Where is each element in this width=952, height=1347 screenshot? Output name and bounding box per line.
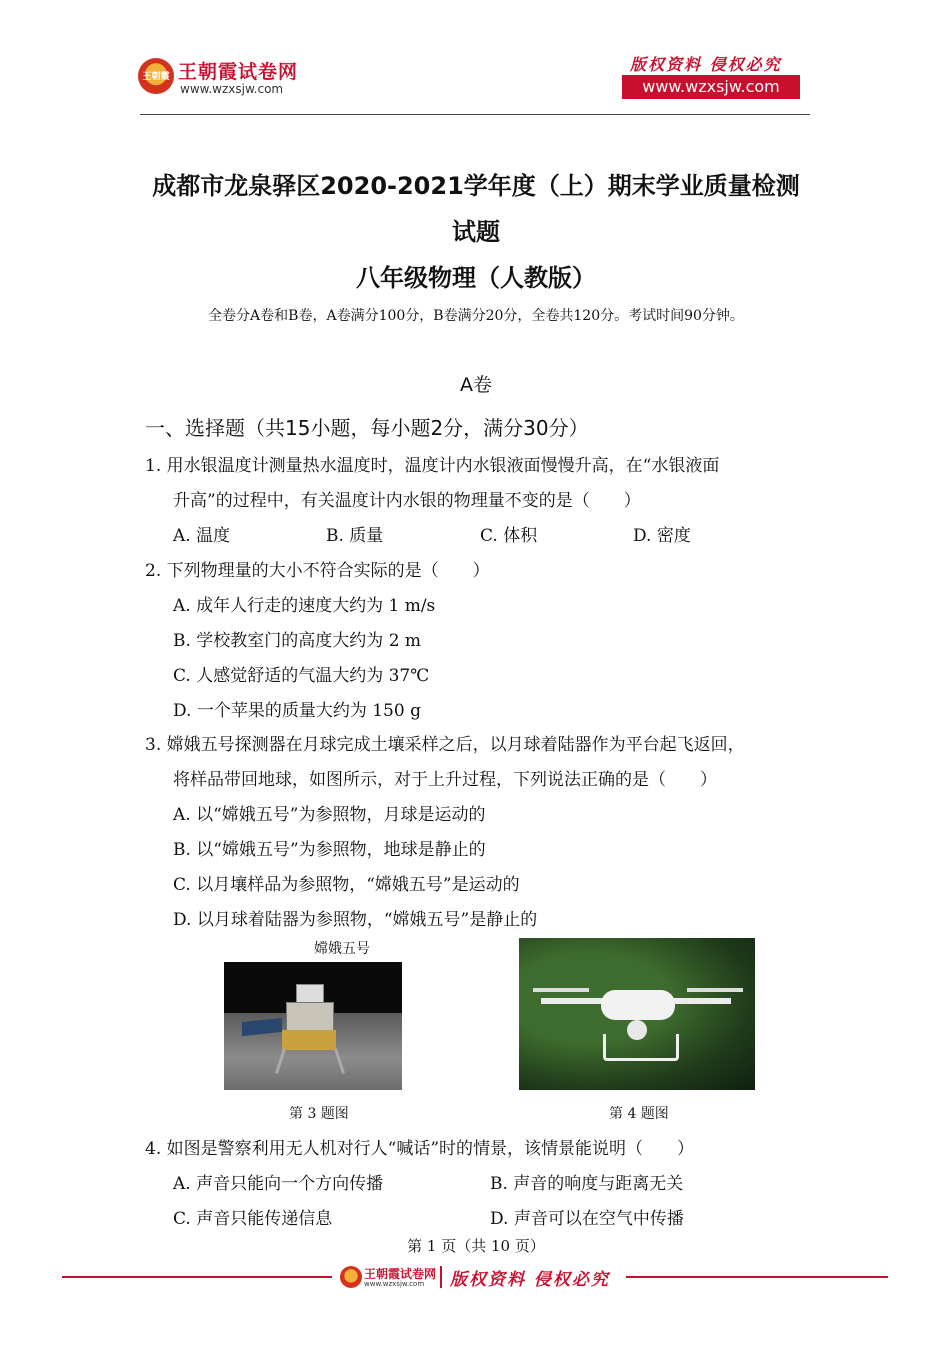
chang-e-5-lander-image: [224, 962, 402, 1090]
question-3-line-1: 3. 嫦娥五号探测器在月球完成土壤采样之后，以月球着陆器作为平台起飞返回，: [145, 735, 745, 755]
exam-title-cont: 试题: [452, 218, 500, 246]
question-2-option-d: D. 一个苹果的质量大约为 150 g: [173, 701, 421, 721]
question-1-option-d: D. 密度: [633, 526, 691, 546]
question-3-option-d: D. 以月球着陆器为参照物，“嫦娥五号”是静止的: [173, 910, 538, 930]
question-4-option-b: B. 声音的响度与距离无关: [490, 1174, 684, 1194]
lander-leg: [275, 1048, 286, 1074]
question-2-option-b: B. 学校教室门的高度大约为 2 m: [173, 631, 422, 651]
footer-logo-name: 王朝霞试卷网: [364, 1267, 437, 1281]
logo-seal-text: 王朝霞: [142, 72, 170, 82]
logo-seal-icon: [138, 58, 174, 94]
footer-line-left: [62, 1276, 332, 1278]
question-1-option-b: B. 质量: [326, 526, 384, 546]
question-3-option-b: B. 以“嫦娥五号”为参照物，地球是静止的: [173, 840, 486, 860]
propeller: [687, 988, 743, 992]
header-divider: [140, 114, 810, 115]
drone-body: [601, 990, 675, 1020]
solar-panel: [242, 1018, 282, 1036]
question-2-option-a: A. 成年人行走的速度大约为 1 m/s: [173, 596, 436, 616]
question-1-option-c: C. 体积: [480, 526, 538, 546]
lander-foil: [282, 1030, 336, 1050]
exam-subtitle: 八年级物理（人教版）: [356, 264, 596, 292]
question-1-line-2: 升高”的过程中，有关温度计内水银的物理量不变的是（ ）: [173, 491, 641, 511]
question-4-option-d: D. 声音可以在空气中传播: [490, 1209, 684, 1229]
footer-logo-seal-icon: [340, 1266, 362, 1288]
footer-rights-notice: 版权资料 侵权必究: [450, 1270, 610, 1290]
logo-url: www.wzxsjw.com: [180, 82, 284, 96]
rights-notice: 版权资料 侵权必究: [630, 55, 782, 74]
figure-3-label: 嫦娥五号: [314, 941, 370, 957]
footer-separator: [440, 1266, 442, 1288]
question-3-option-a: A. 以“嫦娥五号”为参照物，月球是运动的: [173, 805, 486, 825]
question-4-option-c: C. 声音只能传递信息: [173, 1209, 333, 1229]
question-4-line-1: 4. 如图是警察利用无人机对行人“喊话”时的情景，该情景能说明（ ）: [145, 1139, 695, 1159]
question-1-line-1: 1. 用水银温度计测量热水温度时，温度计内水银液面慢慢升高，在“水银液面: [145, 456, 720, 476]
question-3-option-c: C. 以月壤样品为参照物，“嫦娥五号”是运动的: [173, 875, 520, 895]
landing-gear: [603, 1034, 679, 1061]
page-number: 第 1 页（共 10 页）: [407, 1237, 545, 1255]
exam-note: 全卷分A卷和B卷，A卷满分100分，B卷满分20分，全卷共120分。考试时间90分钟。: [208, 308, 744, 324]
question-3-line-2: 将样品带回地球，如图所示，对于上升过程，下列说法正确的是（ ）: [173, 770, 717, 790]
drone-image: [519, 938, 755, 1090]
footer-line-right: [626, 1276, 888, 1278]
question-2-line-1: 2. 下列物理量的大小不符合实际的是（ ）: [145, 561, 490, 581]
logo-name: 王朝霞试卷网: [178, 61, 299, 83]
propeller: [533, 988, 589, 992]
site-url-banner: www.wzxsjw.com: [622, 75, 800, 99]
question-2-option-c: C. 人感觉舒适的气温大约为 37℃: [173, 666, 430, 686]
footer-logo-url: www.wzxsjw.com: [364, 1280, 425, 1288]
question-4-option-a: A. 声音只能向一个方向传播: [173, 1174, 384, 1194]
figure-3-caption: 第 3 题图: [289, 1106, 349, 1122]
question-1-option-a: A. 温度: [173, 526, 231, 546]
lander-leg: [334, 1048, 345, 1074]
section-a-heading: A卷: [460, 374, 492, 396]
ascender-module: [296, 984, 324, 1004]
exam-title: 成都市龙泉驿区2020-2021学年度（上）期末学业质量检测: [152, 172, 800, 200]
part1-heading: 一、选择题（共15小题，每小题2分，满分30分）: [145, 416, 589, 440]
figure-4-caption: 第 4 题图: [609, 1106, 669, 1122]
